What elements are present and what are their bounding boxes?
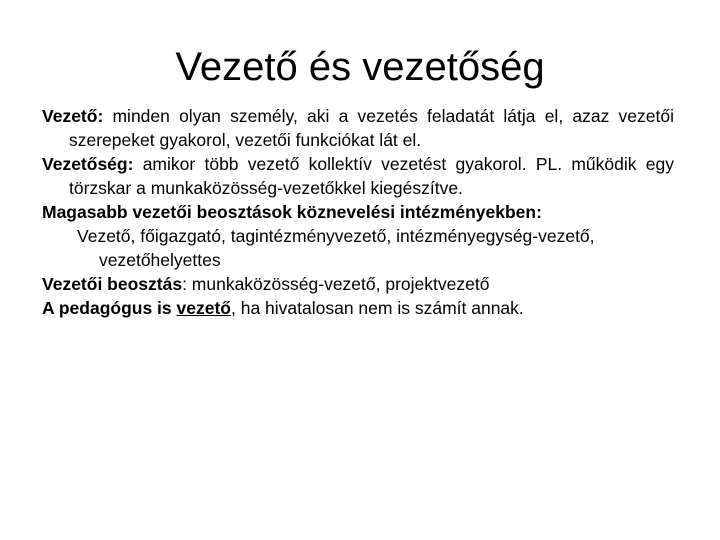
paragraph-vezeto [42,104,674,152]
term-vezetoseg: Vezetőség: [42,154,134,174]
paragraph-vezetoseg [42,152,674,200]
term-pedagogus-start: A pedagógus is [42,298,177,318]
slide-title: Vezető és vezetőség [175,45,545,89]
term-pedagogus-vezeto: vezető [176,298,231,318]
heading-magasabb-vezetoi-beosztasok: Magasabb vezetői beosztások köznevelési intézményekben: [42,202,542,222]
term-vezetoi-beosztas: Vezetői beosztás [42,274,183,294]
paragraph-pedagogus [42,296,674,320]
definition-vezetoseg: amikor több vezető kollektív vezetést gyakorol. PL. működik egy törzskar a munkaközösség-vezetőkkel kiegészítve. [69,154,674,198]
paragraph-vezetoi-beosztas [42,272,674,296]
paragraph-magasabb-vezetoi-beosztasok [42,200,674,224]
definition-vezeto: minden olyan személy, aki a vezetés feladatát látja el, azaz vezetői szerepeket gyakorol, vezetői funkciókat lát el. [69,106,674,150]
term-vezeto: Vezető: [42,106,104,126]
list-vezetoi-beosztasok: Vezető, főigazgató, tagintézményvezető, intézményegység-vezető, vezetőhelyettes [77,226,595,270]
definition-pedagogus: , ha hivatalosan nem is számít annak. [230,298,524,318]
slide-body [42,104,674,320]
definition-vezetoi-beosztas: : munkaközösség-vezető, projektvezető [182,274,490,294]
paragraph-vezetoi-beosztasok-lista [42,224,674,272]
